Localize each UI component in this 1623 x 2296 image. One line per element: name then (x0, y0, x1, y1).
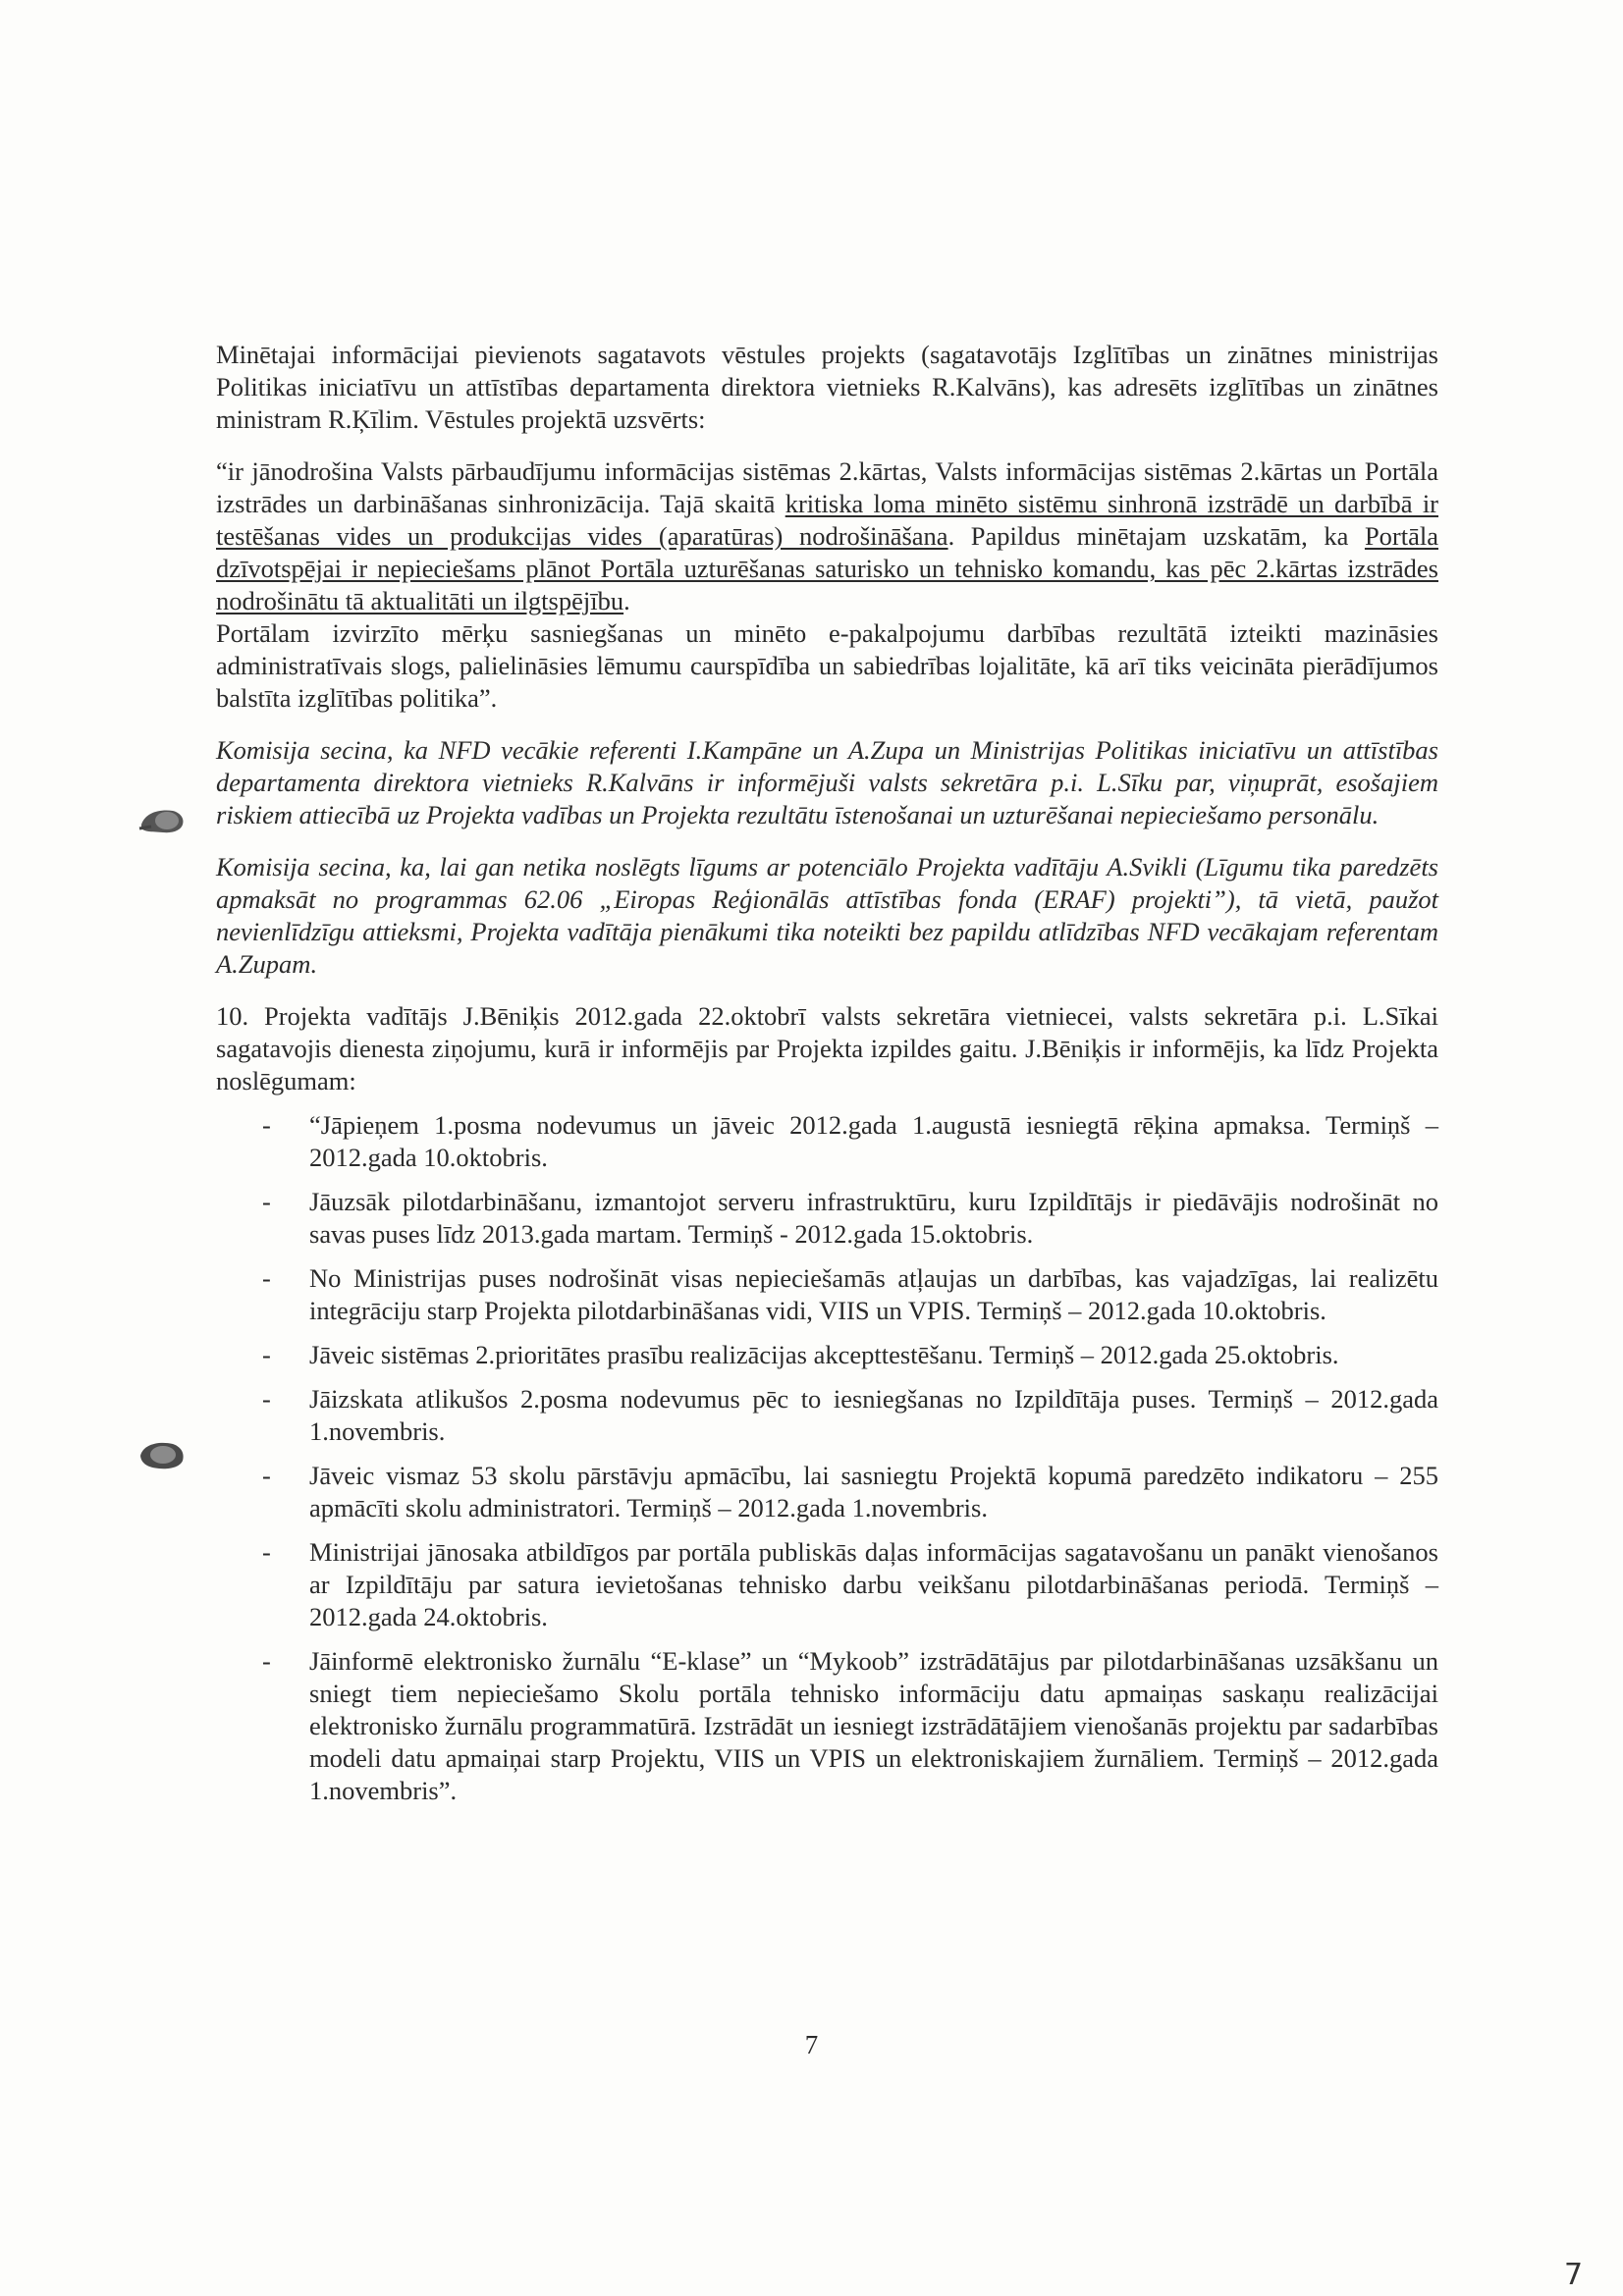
list-item-text: “Jāpieņem 1.posma nodevumus un jāveic 2012.gada 1.augustā iesniegtā rēķina apmaksa. Termiņš – 2012.gada 10.oktobris. (309, 1110, 1438, 1172)
list-item (216, 1383, 1438, 1448)
list-item-text: Jāveic sistēmas 2.prioritātes prasību realizācijas akcepttestēšanu. Termiņš – 2012.gada 25.oktobris. (309, 1340, 1339, 1369)
paragraph-commission-finding-1: Komisija secina, ka NFD vecākie referenti I.Kampāne un A.Zupa un Ministrijas Politikas iniciatīvu un attīstības departamenta direktora vietnieks R.Kalvāns ir informējuši valsts sekretāra p.i. L.Sīku par, viņuprāt, esošajiem riskiem attiecībā uz Projekta vadības un Projekta rezultātu īstenošanai un uzturēšanai nepieciešamo personālu. (216, 735, 1438, 829)
quote-text-3: . (623, 586, 630, 615)
list-item-text: Jāizskata atlikušos 2.posma nodevumus pēc to iesniegšanas no Izpildītāja puses. Termiņš – 2012.gada 1.novembris. (309, 1384, 1438, 1446)
list-dash: - (262, 1537, 271, 1567)
list-item (216, 1645, 1438, 1807)
list-dash: - (262, 1110, 271, 1140)
list-dash: - (262, 1646, 271, 1676)
list-item (216, 1109, 1438, 1174)
quote-text-1: “ir jānodrošina Valsts pārbaudījumu informācijas sistēmas 2.kārtas, Valsts informācijas sistēmas 2.kārtas un Portāla izstrādes un darbināšanas sinhronizācija. Tajā skaitā (216, 456, 1438, 518)
paragraph-portal-goals: Portālam izvirzīto mērķu sasniegšanas un minēto e-pakalpojumu darbības rezultātā izteikti mazināsies administratīvais slogs, palielināsies lēmumu caurspīdība un sabiedrības lojalitāte, kā arī tiks veicināta pierādījumos balstīta izglītības politika”. (216, 618, 1438, 713)
list-dash: - (262, 1461, 271, 1490)
list-item (216, 1339, 1438, 1371)
list-item-text: Jāveic vismaz 53 skolu pārstāvju apmācību, lai sasniegtu Projektā kopumā paredzēto indikatoru – 255 apmācīti skolu administratori. Termiņš – 2012.gada 1.novembris. (309, 1461, 1438, 1522)
quote-text-2: . Papildus minētajam uzskatām, ka (947, 521, 1365, 551)
paragraph-commission-finding-2: Komisija secina, ka, lai gan netika noslēgts līgums ar potenciālo Projekta vadītāju A.Svikli (Līgumu tika paredzēts apmaksāt no programmas 62.06 „Eiropas Reģionālās attīstības fonda (ERAF) projekti”), tā vietā, paužot nevienlīdzīgu attieksmi, Projekta vadītāja pienākumi tika noteikti bez papildu atlīdzības NFD vecākajam referentam A.Zupam. (216, 852, 1438, 979)
paragraph-quote (216, 455, 1438, 617)
list-item (216, 1460, 1438, 1524)
list-dash: - (262, 1263, 271, 1293)
list-dash: - (262, 1187, 271, 1216)
handwritten-page-mark: 7 (1564, 2258, 1584, 2292)
document-body (216, 339, 1438, 1819)
list-item-text: Jāuzsāk pilotdarbināšanu, izmantojot serveru infrastruktūru, kuru Izpildītājs ir piedāvājis nodrošināt no savas puses līdz 2013.gada martam. Termiņš - 2012.gada 15.oktobris. (309, 1187, 1438, 1249)
list-item (216, 1262, 1438, 1327)
list-item (216, 1536, 1438, 1633)
punch-hole-mark-bottom (137, 1438, 187, 1471)
underlined-text-2: Portāla dzīvotspējai ir nepieciešams plānot Portāla uzturēšanas saturisko un tehnisko komandu, kas pēc 2.kārtas izstrādes nodrošinātu tā aktualitāti un ilgtspējību (216, 521, 1438, 615)
list-item-text: No Ministrijas puses nodrošināt visas nepieciešamās atļaujas un darbības, kas vajadzīgas, lai realizētu integrāciju starp Projekta pilotdarbināšanas vidi, VIIS un VPIS. Termiņš – 2012.gada 10.oktobris. (309, 1263, 1438, 1325)
list-dash: - (262, 1384, 271, 1414)
page-number: 7 (804, 2030, 819, 2059)
list-item-text: Ministrijai jānosaka atbildīgos par portāla publiskās daļas informācijas sagatavošanu un panākt vienošanos ar Izpildītāju par satura ievietošanas tehnisko darbu veikšanu pilotdarbināšanas periodā. Termiņš – 2012.gada 24.oktobris. (309, 1537, 1438, 1631)
list-dash: - (262, 1340, 271, 1369)
punch-hole-mark-top (137, 803, 187, 836)
list-item-text: Jāinformē elektronisko žurnālu “E-klase” un “Mykoob” izstrādātājus par pilotdarbināšanas uzsākšanu un sniegt tiem nepieciešamo Skolu portāla tehnisko informāciju datu apmaiņas saskaņu realizācijai elektronisko žurnālu programmatūrā. Izstrādāt un iesniegt izstrādātājiem vienošanās projektu par sadarbības modeli datu apmaiņai starp Projektu, VIIS un VPIS un elektroniskajiem žurnāliem. Termiņš – 2012.gada 1.novembris”. (309, 1646, 1438, 1805)
task-list (216, 1109, 1438, 1807)
paragraph-letter-intro: Minētajai informācijai pievienots sagatavots vēstules projekts (sagatavotājs Izglītības un zinātnes ministrijas Politikas iniciatīvu un attīstības departamenta direktora vietnieks R.Kalvāns), kas adresēts izglītības un zinātnes ministram R.Ķīlim. Vēstules projektā uzsvērts: (216, 340, 1438, 434)
underlined-text-1: kritiska loma minēto sistēmu sinhronā izstrādē un darbībā ir testēšanas vides un produkcijas vides (aparatūras) nodrošināšana (216, 489, 1439, 551)
paragraph-section-10: 10. Projekta vadītājs J.Bēniķis 2012.gada 22.oktobrī valsts sekretāra vietniecei, valsts sekretāra p.i. L.Sīkai sagatavojis dienesta ziņojumu, kurā ir informējis par Projekta izpildes gaitu. J.Bēniķis ir informējis, ka līdz Projekta noslēgumam: (216, 1001, 1438, 1095)
list-item (216, 1186, 1438, 1251)
